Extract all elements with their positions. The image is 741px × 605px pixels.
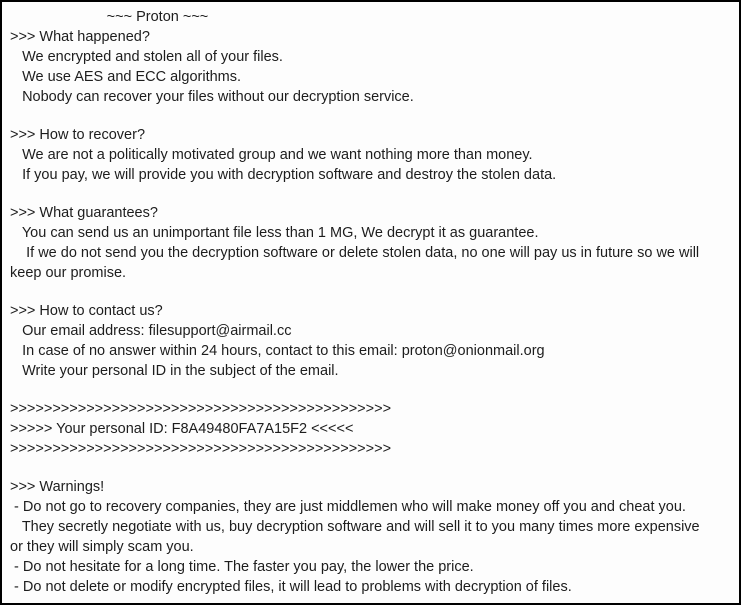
chevron-divider-top: >>>>>>>>>>>>>>>>>>>>>>>>>>>>>>>>>>>>>>>>>>>>> — [10, 401, 392, 417]
note-title: ~~~ Proton ~~~ — [10, 9, 209, 25]
heading-warnings: >>> Warnings! — [10, 479, 105, 495]
note-line: Write your personal ID in the subject of the email. — [10, 363, 339, 379]
warning-line: - Do not go to recovery companies, they are just middlemen who will make money off you and cheat you. — [10, 499, 686, 515]
note-line: We use AES and ECC algorithms. — [10, 69, 242, 85]
note-line: You can send us an unimportant file less than 1 MG, We decrypt it as guarantee. — [10, 225, 539, 241]
heading-what-happened: >>> What happened? — [10, 29, 150, 45]
note-line: keep our promise. — [10, 265, 127, 281]
note-line: Nobody can recover your files without our decryption service. — [10, 89, 414, 105]
personal-id-line: >>>>> Your personal ID: F8A49480FA7A15F2 <<<<< — [10, 421, 354, 437]
heading-what-guarantees: >>> What guarantees? — [10, 205, 158, 221]
heading-how-to-recover: >>> How to recover? — [10, 127, 146, 143]
note-line: We are not a politically motivated group and we want nothing more than money. — [10, 147, 533, 163]
heading-how-to-contact: >>> How to contact us? — [10, 303, 163, 319]
warning-line: They secretly negotiate with us, buy decryption software and will sell it to you many times more expensive — [10, 519, 700, 535]
email-line-primary: Our email address: filesupport@airmail.cc — [10, 323, 292, 339]
email-line-fallback: In case of no answer within 24 hours, contact to this email: proton@onionmail.org — [10, 343, 545, 359]
warning-line: - Do not hesitate for a long time. The faster you pay, the lower the price. — [10, 559, 474, 575]
blank-line — [10, 107, 735, 125]
chevron-divider-bottom: >>>>>>>>>>>>>>>>>>>>>>>>>>>>>>>>>>>>>>>>>>>>> — [10, 441, 392, 457]
blank-line — [10, 459, 735, 477]
note-line: If you pay, we will provide you with decryption software and destroy the stolen data. — [10, 167, 557, 183]
warning-line: or they will simply scam you. — [10, 539, 194, 555]
warning-line: - Do not delete or modify encrypted files, it will lead to problems with decryption of files. — [10, 579, 572, 595]
note-line: If we do not send you the decryption software or delete stolen data, no one will pay us in future so we will — [10, 245, 700, 261]
blank-line — [10, 185, 735, 203]
blank-line — [10, 283, 735, 301]
note-line: We encrypted and stolen all of your files. — [10, 49, 283, 65]
blank-line — [10, 381, 735, 399]
